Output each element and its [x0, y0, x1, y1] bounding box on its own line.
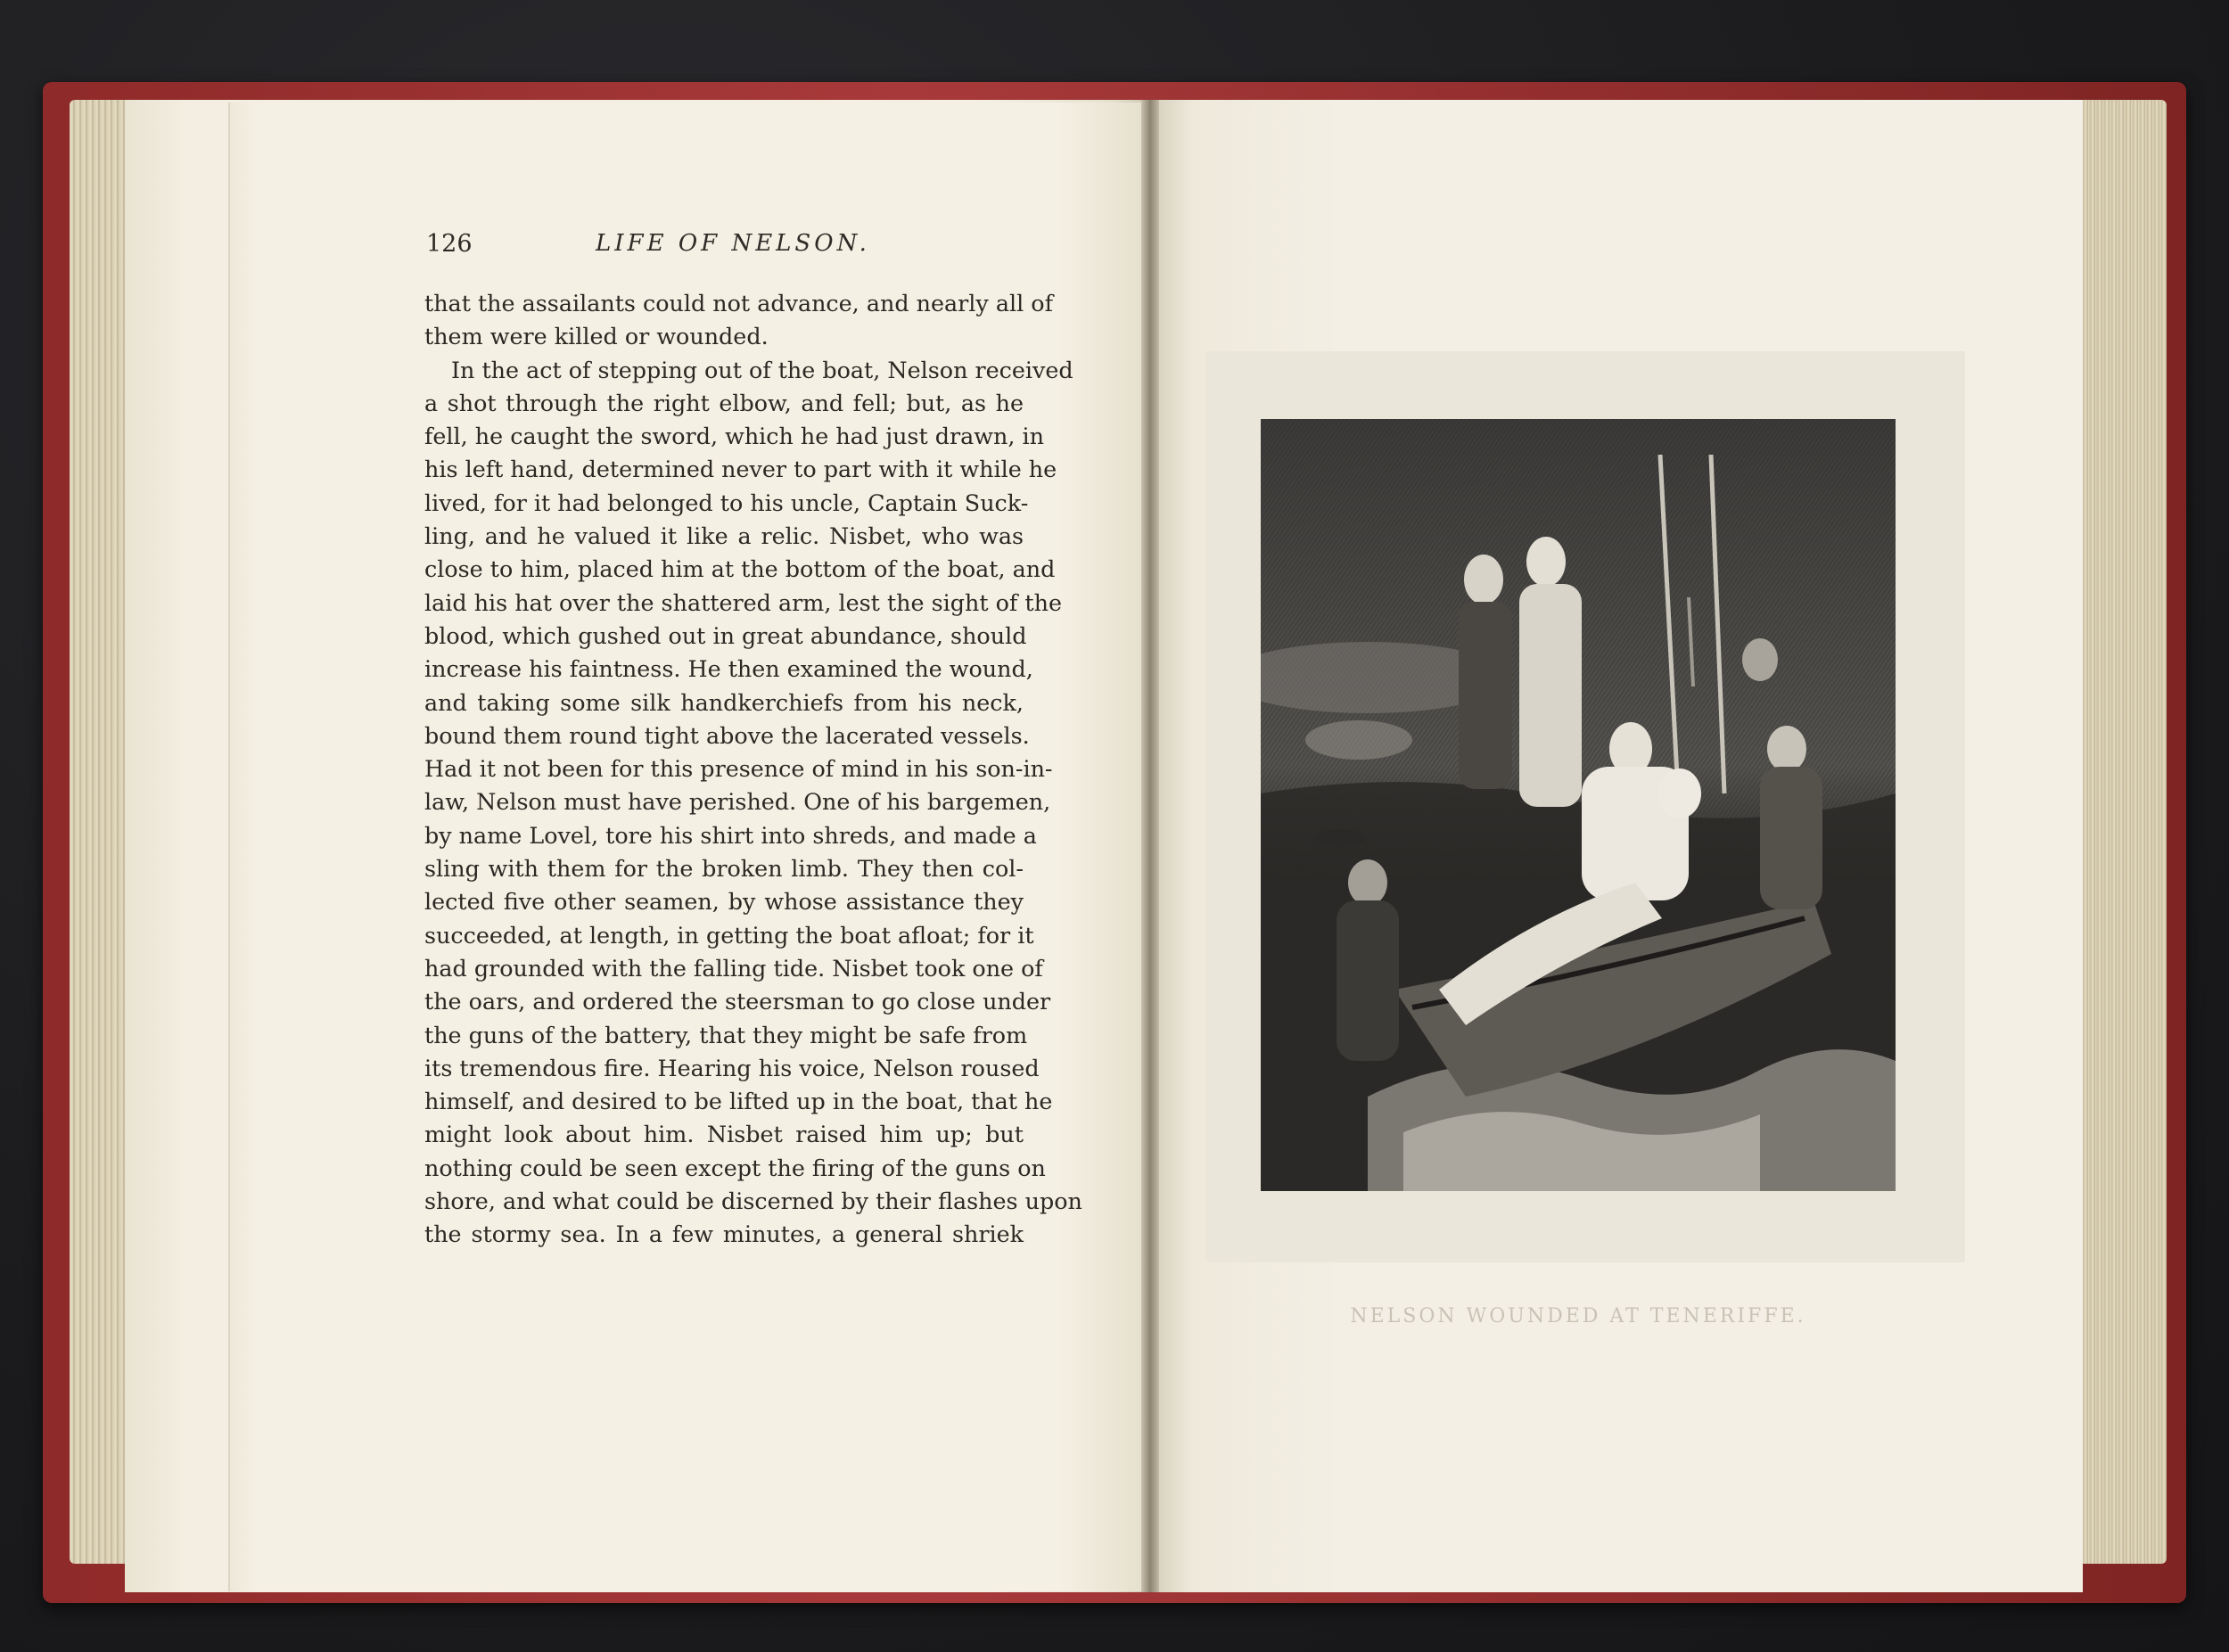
text-line: shore, and what could be discerned by their flashes upon — [424, 1188, 1082, 1215]
text-line: might look about him. Nisbet raised him up; but — [424, 1121, 1024, 1148]
running-title: LIFE OF NELSON. — [596, 230, 870, 257]
text-line: fell, he caught the sword, which he had just drawn, in — [424, 423, 1044, 450]
text-line: law, Nelson must have perished. One of his bargemen, — [424, 788, 1051, 816]
text-line: blood, which gushed out in great abundance, should — [424, 621, 1027, 649]
text-line: the oars, and ordered the steersman to go close under — [424, 988, 1051, 1015]
text-line: his left hand, determined never to part with it while he — [424, 456, 1057, 483]
text-line: had grounded with the falling tide. Nisbet took one of — [424, 954, 1043, 982]
text-line: close to him, placed him at the bottom of the boat, and — [424, 555, 1056, 583]
text-line: a shot through the right elbow, and fell; but, as he — [424, 389, 1024, 416]
text-line: them were killed or wounded. — [424, 323, 769, 350]
page-edges-left — [70, 100, 132, 1564]
text-line: Had it not been for this presence of mind in his son-in- — [424, 755, 1053, 783]
text-line: nothing could be seen except the firing of the guns on — [424, 1154, 1046, 1181]
text-line: ling, and he valued it like a relic. Nisbet, who was — [424, 522, 1024, 550]
text-line: lected five other seamen, by whose assistance they — [424, 888, 1024, 916]
text-line: increase his faintness. He then examined the wound, — [424, 655, 1033, 683]
body-text — [424, 287, 1082, 1252]
text-line: himself, and desired to be lifted up in the boat, that he — [424, 1088, 1053, 1115]
text-line: In the act of stepping out of the boat, Nelson received — [451, 356, 1073, 383]
page-number: 126 — [426, 230, 473, 258]
engraving-image — [1261, 419, 1896, 1191]
text-line: by name Lovel, tore his shirt into shreds, and made a — [424, 821, 1037, 849]
text-line: bound them round tight above the lacerated vessels. — [424, 721, 1030, 749]
text-line: and taking some silk handkerchiefs from his neck, — [424, 688, 1024, 716]
text-line: the stormy sea. In a few minutes, a general shriek — [424, 1221, 1024, 1248]
text-line: its tremendous fire. Hearing his voice, Nelson roused — [424, 1054, 1040, 1081]
text-line: the guns of the battery, that they might be safe from — [424, 1021, 1028, 1048]
text-line: laid his hat over the shattered arm, lest the sight of the — [424, 588, 1062, 616]
running-head — [426, 230, 1041, 266]
text-line: lived, for it had belonged to his uncle, Captain Suck- — [424, 489, 1029, 516]
text-line: succeeded, at length, in getting the boat afloat; for it — [424, 921, 1034, 949]
text-line: that the assailants could not advance, and nearly all of — [424, 290, 1053, 316]
book-gutter — [1141, 100, 1159, 1592]
text-line: sling with them for the broken limb. They then col- — [424, 855, 1024, 883]
page-edges-right — [2074, 100, 2167, 1564]
engraving-illustration — [1261, 419, 1896, 1191]
plate-caption: NELSON WOUNDED AT TENERIFFE. — [1350, 1305, 1806, 1327]
